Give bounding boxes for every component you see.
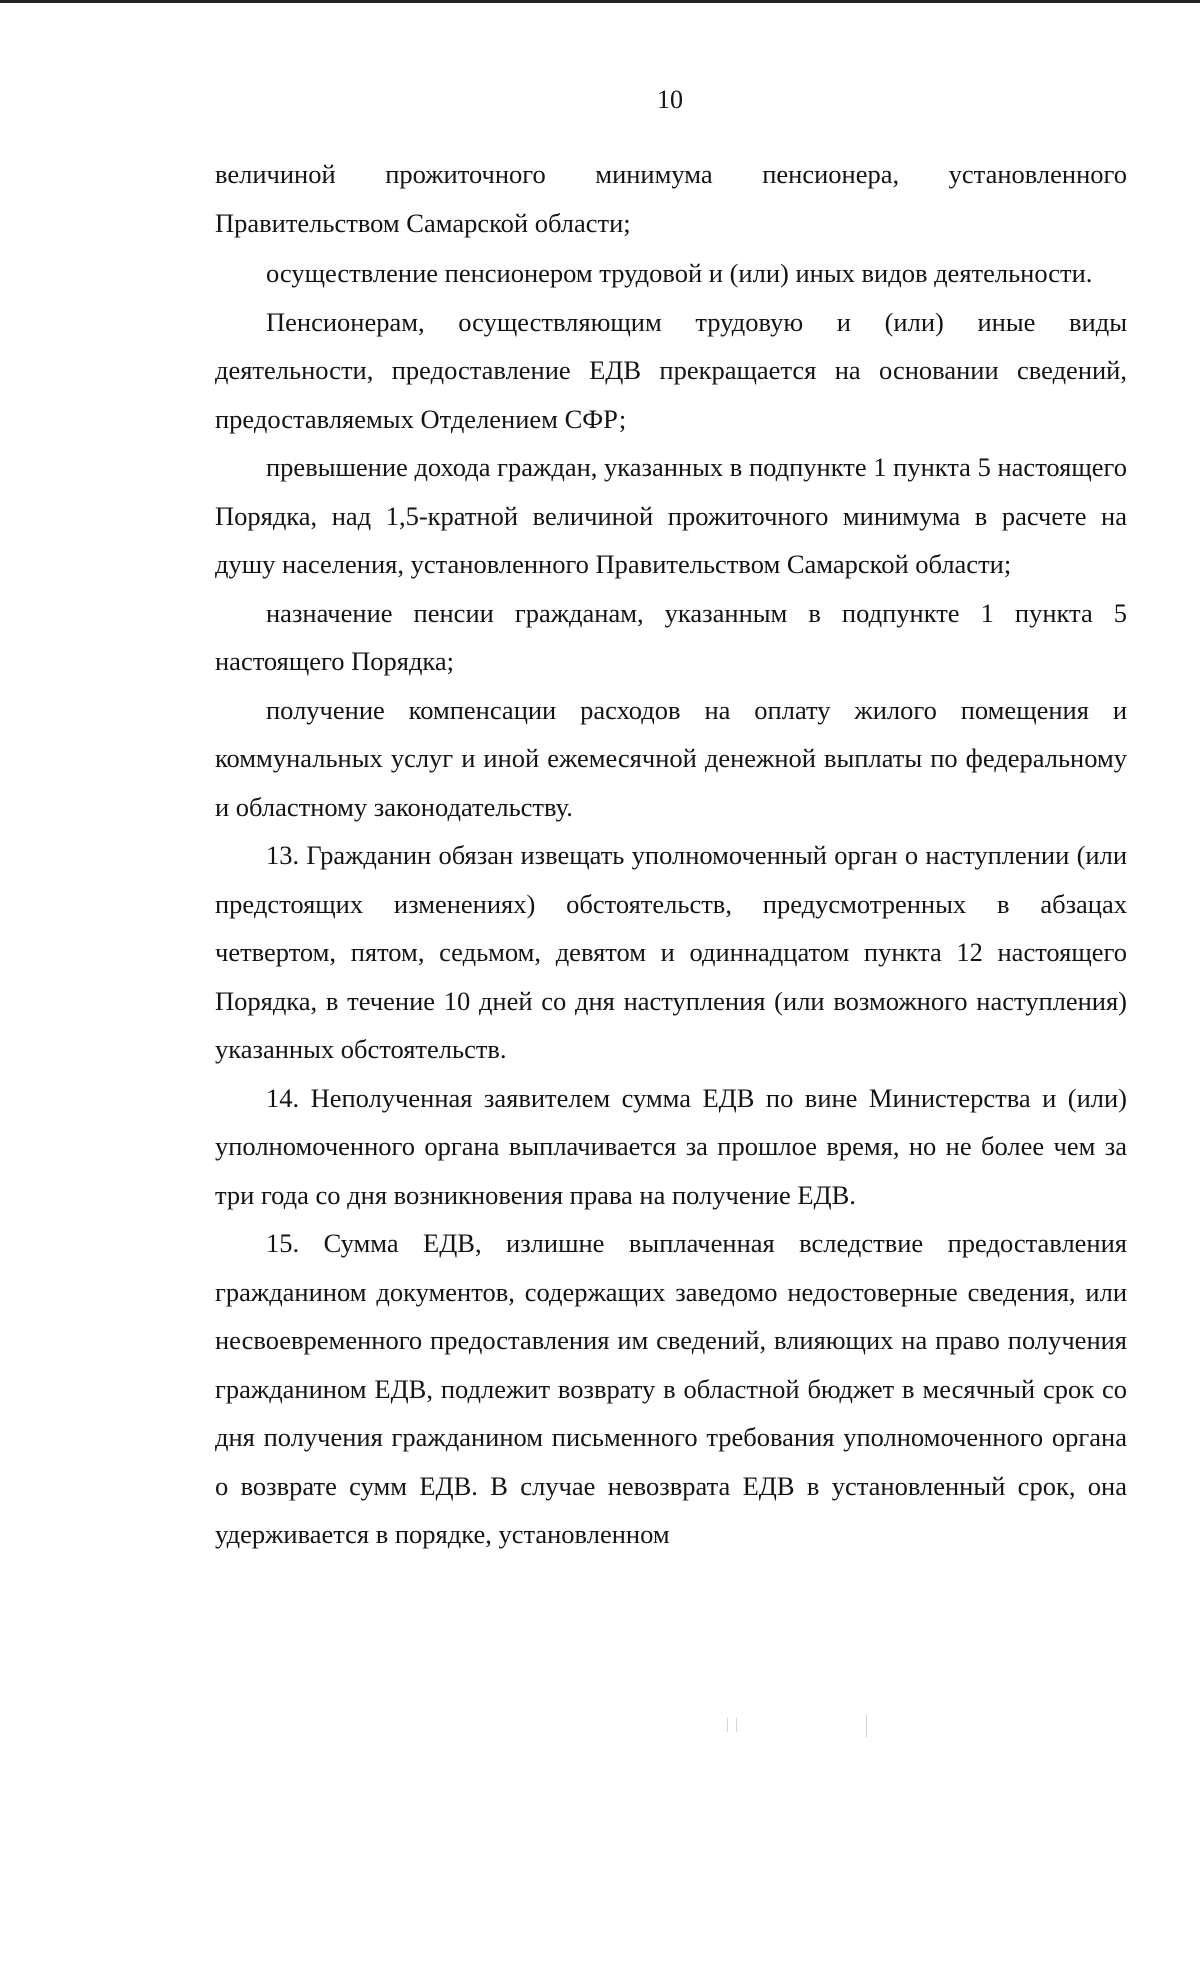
- scan-artifact-mark: [727, 1718, 737, 1732]
- document-body: [215, 150, 1127, 1559]
- paragraph: назначение пенсии гражданам, указанным в подпункте 1 пункта 5 настоящего Порядка;: [215, 597, 1127, 676]
- paragraph-item-14: 14. Неполученная заявителем сумма ЕДВ по вине Министерства и (или) уполномоченного органа выплачивается за прошлое время, но не более чем за три года со дня возникновения права на получение ЕДВ.: [215, 1082, 1127, 1210]
- paragraph: получение компенсации расходов на оплату жилого помещения и коммунальных услуг и иной ежемесячной денежной выплаты по федеральному и областному законодательству.: [215, 694, 1127, 822]
- page-number: 10: [657, 85, 683, 114]
- paragraph-continuation: величиной прожиточного минимума пенсионера, установленного Правительством Самарской области;: [215, 159, 1127, 238]
- paragraph: Пенсионерам, осуществляющим трудовую и (или) иные виды деятельности, предоставление ЕДВ прекращается на основании сведений, предоставляемых Отделением СФР;: [215, 306, 1127, 434]
- scan-top-border: [0, 0, 1200, 3]
- paragraph-item-13: 13. Гражданин обязан извещать уполномоченный орган о наступлении (или предстоящих изменениях) обстоятельств, предусмотренных в абзацах четвертом, пятом, седьмом, девятом и одиннадцатом пункта 12 настоящего Порядка, в течение 10 дней со дня наступления (или возможного наступления) указанных обстоятельств.: [215, 840, 1127, 1064]
- paragraph: осуществление пенсионером трудовой и (или) иных видов деятельности.: [266, 258, 1093, 288]
- paragraph-item-15: 15. Сумма ЕДВ, излишне выплаченная вследствие предоставления гражданином документов, содержащих заведомо недостоверные сведения, или несвоевременного предоставления им сведений, влияющих на право получения гражданином ЕДВ, подлежит возврату в областной бюджет в месячный срок со дня получения гражданином письменного требования уполномоченного органа о возврате сумм ЕДВ. В случае невозврата ЕДВ в установленный срок, она удерживается в порядке, установленном: [215, 1228, 1127, 1549]
- paragraph: превышение дохода граждан, указанных в подпункте 1 пункта 5 настоящего Порядка, над 1,5-кратной величиной прожиточного минимума в расчете на душу населения, установленного Правительством Самарской области;: [215, 452, 1127, 579]
- scan-artifact-line: [866, 1715, 867, 1737]
